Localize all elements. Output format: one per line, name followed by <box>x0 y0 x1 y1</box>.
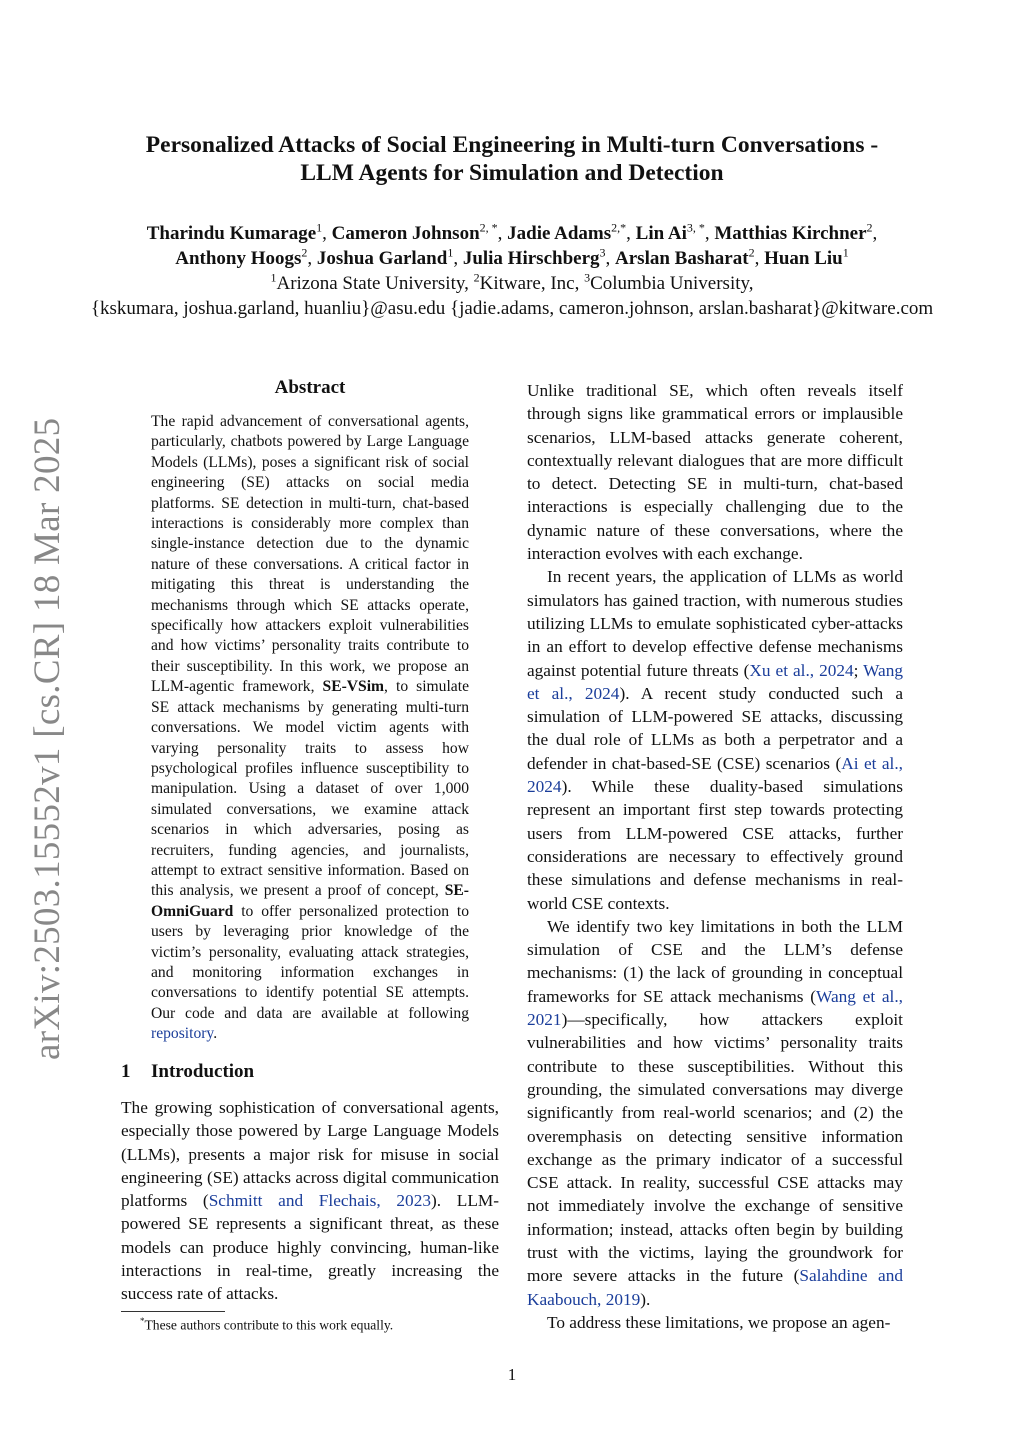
author-name: Julia Hirschberg <box>462 248 600 269</box>
arxiv-identifier: arXiv:2503.15552v1 [cs.CR] 18 Mar 2025 <box>27 417 68 1060</box>
title-line-1: Personalized Attacks of Social Engineering in Multi-turn Conversations - <box>145 132 879 158</box>
abstract-heading: Abstract <box>274 377 346 398</box>
paragraph <box>527 565 903 914</box>
affiliation-mark: 1 <box>270 270 277 285</box>
author-name: Huan Liu <box>764 248 843 269</box>
affiliation-mark: 3 <box>584 270 591 285</box>
paragraph-text: )—specifically, how attackers exploit vulnerabilities and how victims’ personality traits contribute to these susceptibilities. Without this grounding, the simulated conversations may diverge significantly from real-world scenarios; and (2) the overemphasis on detecting sensitive information exchange as the primary indicator of a successful CSE attack. In reality, successful CSE attacks may not immediately involve the exchange of sensitive information; instead, attacks often begin by building trust with the victims, laying the groundwork for more severe attacks in the future ( <box>527 1010 903 1286</box>
abstract-text: . <box>213 1025 218 1043</box>
footnote <box>140 1316 393 1334</box>
citation-link[interactable]: Salahdine and Kaabouch, 2019 <box>527 1266 903 1309</box>
paragraph-text: ). <box>640 1289 651 1309</box>
author-affiliation-mark: 2 <box>866 220 873 235</box>
author-name: Arslan Basharat <box>615 248 749 269</box>
citation-link[interactable]: Schmitt and Flechais, 2023 <box>208 1191 431 1211</box>
paragraph: Unlike traditional SE, which often reveals itself through signs like grammatical errors or implausible scenarios, LLM-based attacks generate coherent, contextually relevant dialogues that are more difficult to detect. Detecting SE in multi-turn, chat-based interactions is especially challenging due to the dynamic nature of these conversations, where the interaction evolves with each exchange. <box>527 381 903 564</box>
author-affiliation-mark: 3, * <box>686 220 705 235</box>
abstract-text: to offer personalized protection to users by leveraging prior knowledge of the victim’s personality, evaluating attack strategies, and monitoring information exchanges in conversations to identify potential SE attempts. Our code and data are available at following <box>151 902 469 1022</box>
affiliation-mark: 2 <box>473 270 480 285</box>
intro-paragraph <box>121 1096 499 1306</box>
affiliation-name: Arizona State University, <box>276 273 474 294</box>
citation-link[interactable]: Xu et al., 2024 <box>749 660 854 680</box>
author-name: Lin Ai <box>635 223 687 244</box>
paragraph: To address these limitations, we propose an agen- <box>547 1312 891 1332</box>
abstract-text: The rapid advancement of conversational agents, particularly, chatbots powered by Large Language Models (LLMs), poses a significant risk of social engineering (SE) attacks on social media platforms. SE detection in multi-turn, chat-based interactions is considerably more complex than single-instance detection due to the dynamic nature of these conversations. A critical factor in mitigating this threat is understanding the mechanisms through which SE attacks operate, specifically how attackers exploit vulnerabilities and how victims’ personality traits contribute to their susceptibility. In this work, we propose an LLM-agentic framework, <box>151 413 469 696</box>
section-number: 1 <box>121 1061 131 1082</box>
author-affiliation-mark: 3 <box>599 245 606 260</box>
author-emails: {kskumara, joshua.garland, huanliu}@asu.edu {jadie.adams, cameron.johnson, arslan.basharat}@kitware.com <box>90 298 934 319</box>
affiliation-name: Columbia University, <box>590 273 754 294</box>
framework-name: SE-VSim <box>322 678 385 696</box>
author-affiliation-mark: 1 <box>842 245 849 260</box>
paragraph-text: ). A recent study conducted such a simulation of LLM-powered SE attacks, discussing the dual role of LLMs as both a perpetrator and a defender in chat-based-SE (CSE) scenarios ( <box>527 683 903 773</box>
paragraph-text: ). While these duality-based simulations represent an important first step towards protecting users from LLM-powered CSE attacks, further considerations are necessary to effectively ground these simulations and defense mechanisms in real-world CSE contexts. <box>527 777 903 913</box>
author-name: Anthony Hoogs <box>175 248 302 269</box>
author-affiliation-mark: 2 <box>748 245 755 260</box>
author-line-1: Tharindu Kumarage$^1$, Cameron Johnson$^{2, *}$, Jadie Adams$^{2,*}$, Lin $Ai^{3, *}$, Matthias Kirchner$^2$, <box>146 220 878 244</box>
author-name: Joshua Garland <box>316 248 448 269</box>
repository-link[interactable]: repository <box>151 1025 214 1043</box>
author-affiliation-mark: 1 <box>316 220 323 235</box>
abstract-body <box>151 412 469 1045</box>
page-number: 1 <box>507 1365 517 1384</box>
author-name: Jadie Adams <box>507 223 612 244</box>
author-name: Cameron Johnson <box>331 223 480 244</box>
abstract-text: , to simulate SE attack mechanisms by generating multi-turn conversations. We model victim agents with varying personality traits to assess how psychological profiles influence susceptibility to manipulation. Using a dataset of over 1,000 simulated conversations, we examine attack scenarios in which adversaries, posing as recruiters, funding agencies, and journalists, attempt to extract sensitive information. Based on this analysis, we present a proof of concept, <box>151 678 469 900</box>
author-name: Tharindu Kumarage <box>146 223 317 244</box>
author-affiliation-mark: 2, * <box>479 220 498 235</box>
affiliation-name: Kitware, Inc, <box>479 273 585 294</box>
author-block <box>40 221 984 321</box>
footnote-text: These authors contribute to this work equally. <box>144 1317 394 1333</box>
section-heading <box>121 1061 254 1083</box>
footnote-mark: * <box>140 1316 145 1326</box>
paragraph <box>527 915 903 1311</box>
title-line-2: LLM Agents for Simulation and Detection <box>300 160 724 186</box>
citation-link[interactable]: Ai et al., 2024 <box>527 753 903 797</box>
citation-link[interactable]: Wang et al., 2024 <box>527 660 904 703</box>
footnote-rule <box>121 1311 225 1312</box>
author-affiliation-mark: 2 <box>301 245 308 260</box>
author-affiliation-mark: 2,* <box>611 220 627 235</box>
author-name: Matthias Kirchner <box>714 223 867 244</box>
citation-separator: ; <box>853 660 864 680</box>
affiliations <box>40 271 984 296</box>
paragraph-text: We identify two key limitations in both the LLM simulation of CSE and the LLM’s defense mechanisms: (1) the lack of grounding in conceptual frameworks for SE attack mechanisms ( <box>527 916 903 1006</box>
section-title: Introduction <box>151 1061 255 1082</box>
citation-link[interactable]: Wang et al., 2021 <box>527 986 903 1030</box>
intro-text: ). LLM-powered SE represents a significant threat, as these models can produce highly convincing, human-like interactions in real-time, greatly increasing the success rate of attacks. <box>121 1191 499 1304</box>
paper-title <box>80 131 944 187</box>
right-column <box>527 379 903 1334</box>
paragraph-text: In recent years, the application of LLMs as world simulators has gained traction, with numerous studies utilizing LLMs to emulate sophisticated cyber-attacks in an effort to develop effective defense mechanisms against potential future threats ( <box>527 567 903 680</box>
tool-name: SE-OmniGuard <box>151 882 469 920</box>
intro-text: The growing sophistication of conversational agents, especially those powered by Large Language Models (LLMs), presents a major risk for misuse in social engineering (SE) attacks across digital communication platforms ( <box>121 1098 499 1211</box>
author-affiliation-mark: 1 <box>447 245 454 260</box>
author-line-2: Anthony Hoogs$^2$, Joshua Garland$^1$, Julia Hirschberg$^3$, Arslan Basharat$^2$, Huan Liu$^1$ <box>175 245 849 269</box>
